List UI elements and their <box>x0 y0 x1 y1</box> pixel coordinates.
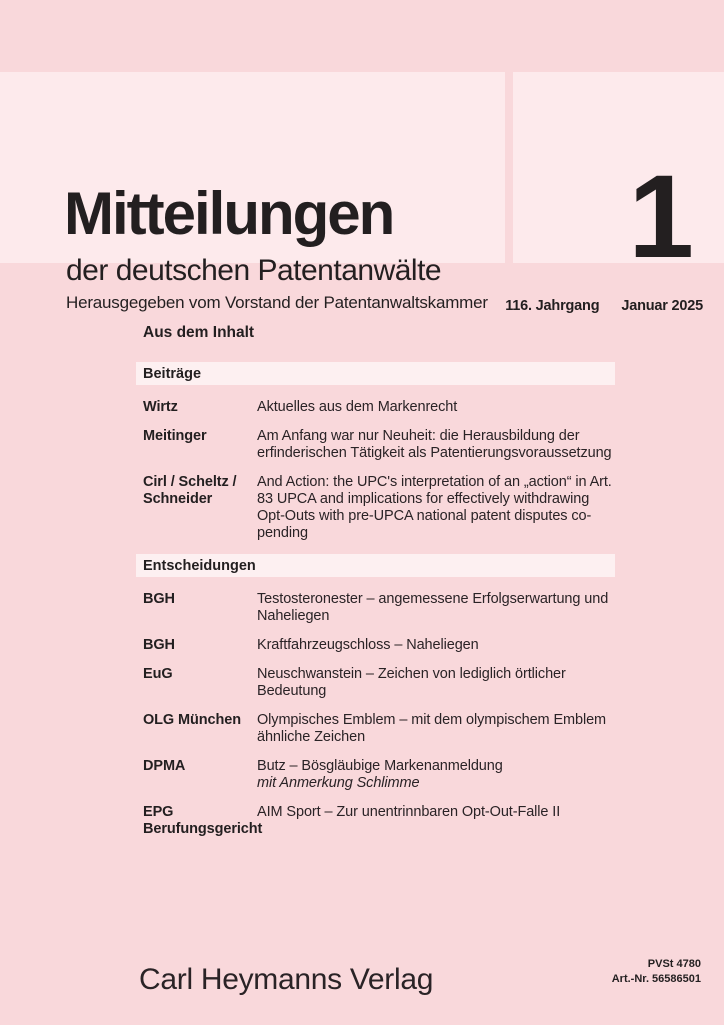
section-bar <box>136 362 615 385</box>
entry-author: BGH <box>143 591 175 607</box>
entry-text <box>257 399 615 416</box>
entry-author: EuG <box>143 666 173 682</box>
issue-number: 1 <box>628 151 694 283</box>
issue-volume: 116. Jahrgang <box>505 298 600 314</box>
entry-title: Butz – Bösgläubige Markenanmeldung <box>257 758 503 774</box>
toc-entry <box>136 591 615 625</box>
table-of-contents <box>136 324 615 850</box>
toc-section <box>136 362 615 542</box>
toc-entry <box>136 758 615 792</box>
entry-title: Am Anfang war nur Neuheit: die Herausbildung der erfinderischen Tätigkeit als Patentierungsvoraussetzung <box>257 428 612 461</box>
header-issue-panel <box>505 72 724 314</box>
issue-meta <box>505 298 703 314</box>
entry-text <box>257 712 615 746</box>
section-bar <box>136 554 615 577</box>
toc-entry <box>136 666 615 700</box>
entry-title: AIM Sport – Zur unentrinnbaren Opt-Out-Falle II <box>257 804 561 820</box>
toc-entry <box>136 637 615 654</box>
entry-author: Meitinger <box>143 428 207 444</box>
entry-title: And Action: the UPC's interpretation of an „action“ in Art. 83 UPCA and implications for effectively withdrawing Opt-Outs with pre-UPCA national patent disputes co-pending <box>257 474 612 541</box>
toc-entry <box>136 804 615 838</box>
journal-subtitle: der deutschen Patentanwälte <box>66 254 442 287</box>
entry-text <box>257 758 615 792</box>
entry-text <box>257 428 615 462</box>
postal-distribution-code: PVSt 4780 <box>647 958 701 970</box>
section-label: Beiträge <box>143 365 202 382</box>
entry-text <box>257 474 615 542</box>
toc-sections <box>136 362 615 838</box>
entry-title: Testosteronester – angemessene Erfolgserwartung und Naheliegen <box>257 591 609 624</box>
entry-text <box>257 804 615 838</box>
entry-author: Cirl / Scheltz / Schneider <box>143 474 237 507</box>
entry-text <box>257 637 615 654</box>
entry-author: EPG Berufungsgericht <box>143 804 263 837</box>
entry-text <box>257 591 615 625</box>
header-title-panel <box>0 72 505 312</box>
footer-codes <box>612 957 701 987</box>
entry-author: Wirtz <box>143 399 178 415</box>
journal-title: Mitteilungen <box>64 180 394 247</box>
toc-heading: Aus dem Inhalt <box>143 324 255 341</box>
entry-author: OLG München <box>143 712 241 728</box>
section-label: Entscheidungen <box>143 557 256 574</box>
entry-text <box>257 666 615 700</box>
toc-entry <box>136 428 615 462</box>
section-rows <box>136 591 615 838</box>
toc-entry <box>136 712 615 746</box>
entry-author: DPMA <box>143 758 186 774</box>
section-rows <box>136 399 615 542</box>
toc-entry <box>136 474 615 542</box>
publisher-name: Carl Heymanns Verlag <box>139 963 434 996</box>
entry-title: Kraftfahrzeugschloss – Naheliegen <box>257 637 479 653</box>
entry-title: Neuschwanstein – Zeichen von lediglich örtlicher Bedeutung <box>257 666 566 699</box>
entry-note: mit Anmerkung Schlimme <box>257 775 420 791</box>
journal-publisher-line: Herausgegeben vom Vorstand der Patentanwaltskammer <box>66 293 488 312</box>
article-number: Art.-Nr. 56586501 <box>611 972 701 985</box>
issue-date: Januar 2025 <box>621 298 703 314</box>
entry-author: BGH <box>143 637 175 653</box>
entry-title: Olympisches Emblem – mit dem olympischem Emblem ähnliche Zeichen <box>257 712 607 745</box>
entry-title: Aktuelles aus dem Markenrecht <box>257 399 458 415</box>
toc-section <box>136 554 615 838</box>
toc-entry <box>136 399 615 416</box>
